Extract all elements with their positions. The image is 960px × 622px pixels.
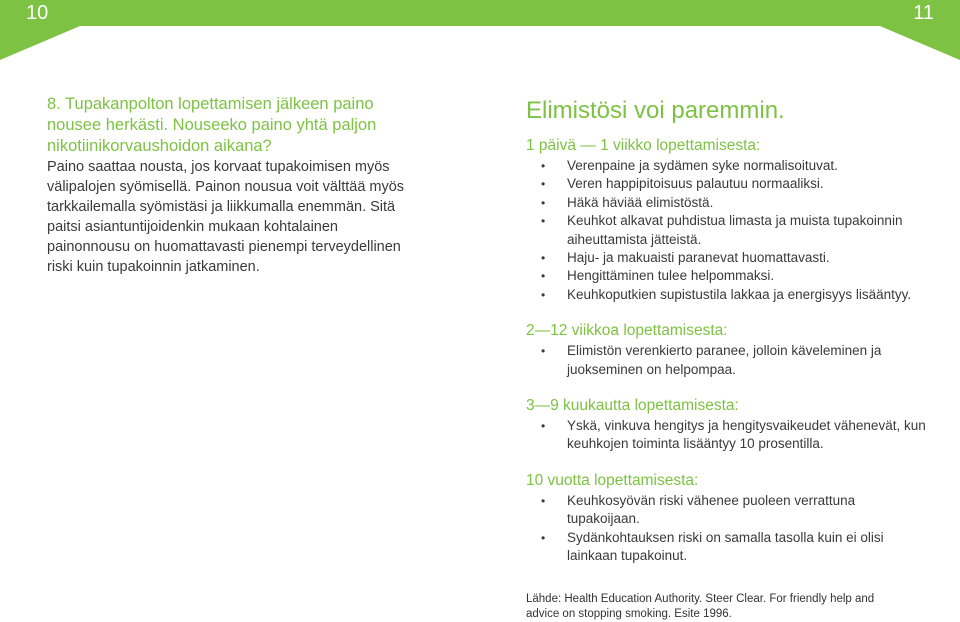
bullet-list: [526, 342, 926, 379]
bullet-icon: •: [541, 530, 546, 545]
timeline-section: [526, 396, 926, 454]
header-bar-left-tab: [0, 26, 80, 60]
bullet-icon: •: [541, 159, 546, 173]
source-note: Lähde: Health Education Authority. Steer Clear. For friendly help and advice on stopping smoking. Esite 1996.: [526, 593, 875, 620]
header-bar-right-tab: [880, 26, 960, 60]
left-column: [47, 94, 417, 277]
list-item: [526, 492, 926, 529]
bullet-icon: •: [541, 419, 546, 434]
list-item-text: Keuhkoputkien supistustila lakkaa ja energisyys lisääntyy.: [567, 286, 912, 302]
bullet-icon: •: [541, 493, 546, 508]
timeline-section: [526, 321, 926, 379]
timeline-section: [526, 136, 926, 304]
bullet-list: [526, 417, 926, 454]
bullet-icon: •: [541, 269, 546, 284]
list-item-text: Elimistön verenkierto paranee, jolloin käveleminen ja juokseminen on helpompaa.: [567, 343, 882, 377]
bullet-icon: •: [541, 251, 546, 266]
right-column: [526, 96, 926, 583]
bullet-icon: •: [541, 214, 546, 229]
page-title: Elimistösi voi paremmin.: [526, 97, 785, 124]
list-item: [526, 249, 926, 267]
page-number-right: 11: [913, 2, 934, 24]
section-heading: 2—12 viikkoa lopettamisesta:: [526, 322, 728, 340]
list-item: [526, 417, 926, 454]
bullet-icon: •: [541, 195, 546, 210]
list-item-text: Haju- ja makuaisti paranevat huomattavasti.: [567, 250, 830, 266]
list-item-text: Hengittäminen tulee helpommaksi.: [567, 268, 775, 284]
list-item-text: Yskä, vinkuva hengitys ja hengitysvaikeudet vähenevät, kun keuhkojen toiminta lisääntyy 10 prosentilla.: [567, 418, 926, 452]
list-item: [526, 286, 926, 304]
list-item-text: Sydänkohtauksen riski on samalla tasolla kuin ei olisi lainkaan tupakoinut.: [567, 529, 884, 564]
page-number-left: 10: [26, 2, 49, 24]
list-item-text: Verenpaine ja sydämen syke normalisoituvat.: [567, 158, 838, 173]
list-item-text: Veren happipitoisuus palautuu normaaliksi.: [567, 176, 824, 192]
header-bar: [0, 0, 960, 26]
list-item: [526, 267, 926, 285]
list-item: [526, 194, 926, 212]
timeline-sections: [526, 136, 926, 566]
list-item-text: Häkä häviää elimistöstä.: [567, 194, 714, 210]
question-heading: 8. Tupakanpolton lopettamisen jälkeen paino nousee herkästi. Nouseeko paino yhtä paljon nikotiinikorvaushoidon aikana?: [47, 95, 377, 155]
list-item-text: Keuhkot alkavat puhdistua limasta ja muista tupakoinnin aiheuttamista jätteistä.: [567, 213, 903, 247]
bullet-icon: •: [541, 177, 546, 192]
list-item: [526, 157, 926, 175]
section-heading: 1 päivä — 1 viikko lopettamisesta:: [526, 137, 761, 154]
bullet-list: [526, 157, 926, 304]
bullet-list: [526, 492, 926, 566]
section-heading: 3—9 kuukautta lopettamisesta:: [526, 397, 739, 415]
bullet-icon: •: [541, 344, 546, 359]
list-item: [526, 529, 926, 566]
timeline-section: [526, 471, 926, 566]
section-heading: 10 vuotta lopettamisesta:: [526, 471, 699, 489]
list-item: [526, 175, 926, 193]
list-item: [526, 212, 926, 249]
list-item-text: Keuhkosyövän riski vähenee puoleen verrattuna tupakoijaan.: [567, 492, 856, 527]
bullet-icon: •: [541, 287, 546, 302]
list-item: [526, 342, 926, 379]
answer-text: Paino saattaa nousta, jos korvaat tupakoimisen myös välipalojen syömisellä. Painon nousua voit välttää myös tarkkailemalla syömistäsi ja liikkumalla enemmän. Sitä paitsi asiantuntijoidenkin mukaan kohtalainen painonnousu on huomattavasti pienempi terveydellinen riski kuin tupakoinnin jatkaminen.: [47, 159, 405, 275]
